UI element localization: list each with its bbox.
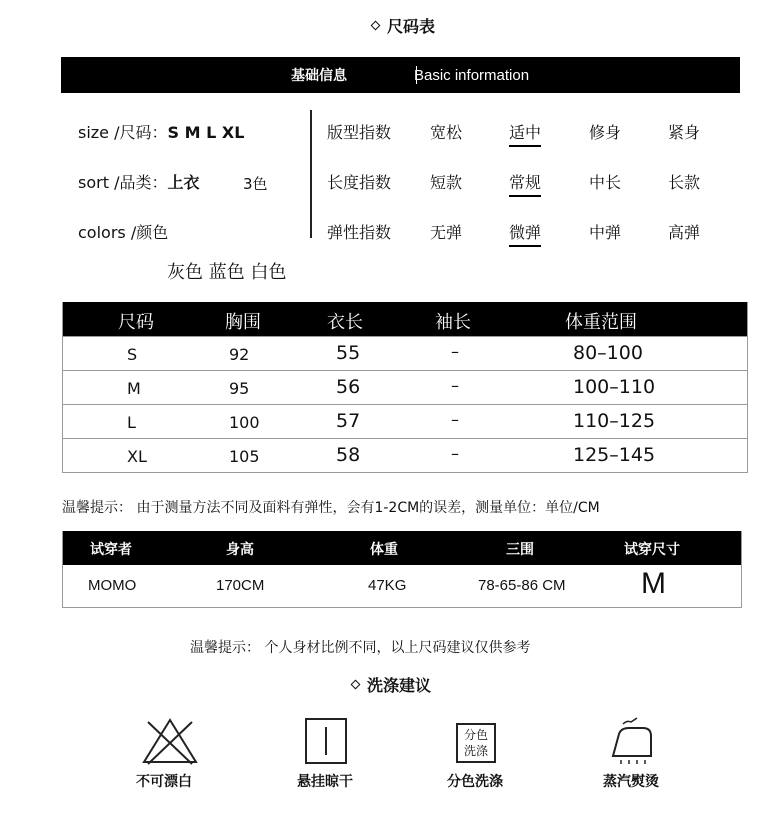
size-cell: 57: [336, 410, 361, 432]
care-label-hang-dry: 悬挂晾干: [297, 774, 353, 790]
size-row: [63, 438, 747, 472]
steam-iron-icon: [607, 716, 663, 766]
colors-value: 灰色 蓝色 白色: [167, 262, 287, 283]
sort-info: sort /品类：上衣: [78, 173, 200, 192]
tip-body-proportion: 温馨提示： 个人身材比例不同，以上尺码建议仅供参考: [190, 640, 531, 656]
info-divider: [310, 110, 312, 238]
size-chart-title: 尺码表: [372, 14, 435, 37]
size-cell: 110–125: [573, 410, 656, 432]
index-option: 无弹: [430, 223, 463, 242]
size-cell: 100–110: [573, 376, 656, 398]
size-row: [63, 370, 747, 404]
size-cell: 105: [229, 447, 260, 466]
banner-zh: 基础信息: [291, 68, 347, 84]
size-cell: 55: [336, 342, 361, 364]
model-height: 170CM: [216, 577, 265, 594]
basic-info-banner: [61, 57, 740, 93]
index-option: 修身: [589, 123, 622, 142]
size-cell: –: [451, 376, 459, 395]
tip-measurement: 温馨提示： 由于测量方法不同及面料有弹性，会有1-2CM的误差，测量单位：单位/CM: [62, 500, 600, 516]
size-cell: 95: [229, 379, 250, 398]
header-weight-range: 体重范围: [565, 312, 637, 333]
size-row: [63, 336, 747, 370]
index-label: 版型指数: [327, 123, 392, 142]
index-option: 高弹: [668, 223, 701, 242]
header-height: 身高: [226, 542, 254, 558]
diamond-icon: [351, 680, 361, 690]
size-cell: –: [451, 444, 459, 463]
index-label: 长度指数: [327, 173, 392, 192]
size-info: size /尺码：S M L XL: [78, 123, 245, 142]
model-measurements: 78-65-86 CM: [478, 577, 566, 594]
care-label-no-bleach: 不可漂白: [136, 774, 192, 790]
colors-label: colors /颜色: [78, 223, 169, 242]
header-length: 衣长: [327, 312, 363, 333]
index-option-selected: 微弹: [509, 220, 541, 247]
try-on-row: [63, 565, 741, 607]
size-cell: 58: [336, 444, 361, 466]
index-option-selected: 常规: [509, 170, 541, 197]
index-option-selected: 适中: [509, 120, 541, 147]
size-cell: 100: [229, 413, 260, 432]
no-bleach-icon: [138, 716, 202, 768]
header-model: 试穿者: [90, 542, 132, 558]
header-measurements: 三围: [506, 542, 534, 558]
model-name: MOMO: [88, 577, 137, 594]
header-fit-size: 试穿尺寸: [624, 542, 680, 558]
size-cell: 92: [229, 345, 250, 364]
sort-value: 上衣: [167, 173, 200, 192]
size-table: [62, 302, 748, 473]
size-cell: S: [127, 345, 138, 364]
try-on-header: [63, 531, 741, 565]
header-weight: 体重: [370, 542, 398, 558]
size-cell: –: [451, 410, 459, 429]
size-cell: L: [127, 413, 136, 432]
index-label: 弹性指数: [327, 223, 392, 242]
color-count: 3色: [243, 175, 268, 193]
hang-dry-icon: [304, 717, 348, 765]
index-option: 宽松: [430, 123, 463, 142]
wash-title: 洗涤建议: [352, 673, 431, 696]
size-cell: –: [451, 342, 459, 361]
header-sleeve: 袖长: [435, 312, 471, 333]
size-cell: 80–100: [573, 342, 643, 364]
diamond-icon: [371, 21, 381, 31]
index-option: 长款: [668, 173, 701, 192]
header-size: 尺码: [118, 312, 154, 333]
index-option: 中长: [589, 173, 622, 192]
index-option: 中弹: [589, 223, 622, 242]
size-cell: 56: [336, 376, 361, 398]
header-chest: 胸围: [225, 312, 261, 333]
care-label-steam-iron: 蒸汽熨烫: [603, 774, 659, 790]
separate-wash-icon: 分色 洗涤: [456, 723, 496, 763]
model-weight: 47KG: [368, 577, 407, 594]
model-fit-size: M: [641, 567, 666, 600]
index-option: 短款: [430, 173, 463, 192]
size-row: [63, 404, 747, 438]
care-label-separate-wash: 分色洗涤: [447, 774, 503, 790]
size-cell: M: [127, 379, 141, 398]
size-table-header: [63, 302, 747, 336]
index-option: 紧身: [668, 123, 701, 142]
try-on-table: [62, 531, 742, 608]
size-cell: 125–145: [573, 444, 656, 466]
size-cell: XL: [127, 447, 147, 466]
banner-en: Basic information: [414, 66, 530, 84]
size-values: S M L XL: [167, 123, 245, 142]
